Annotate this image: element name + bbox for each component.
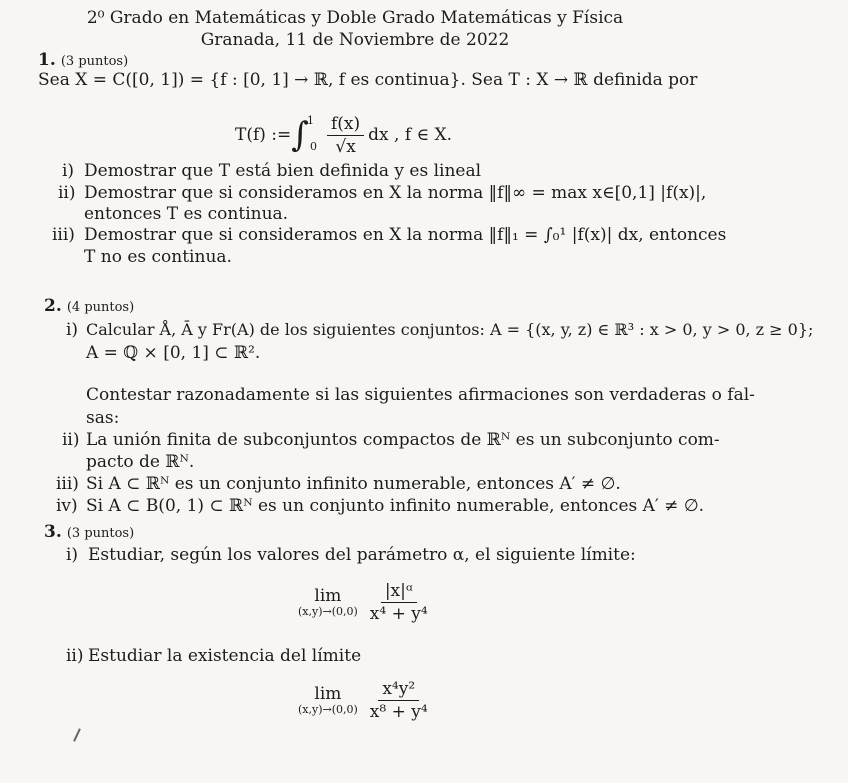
q2-item-text: Calcular Å, Ā y Fr(A) de los siguientes conjuntos: A = {(x, y, z) ∈ ℝ³ : x > 0, y > 0, z ≥ 0}; (86, 320, 814, 339)
q2-item-label: iii) (56, 474, 79, 494)
q2-item-text: La unión finita de subconjuntos compactos de ℝᴺ es un subconjunto com- (86, 430, 720, 450)
q3-item-text: Estudiar la existencia del límite (88, 646, 362, 666)
q1-statement: Sea X = C([0, 1]) = {f : [0, 1] → ℝ, f es continua}. Sea T : X → ℝ definida por (38, 70, 698, 90)
q3-points: (3 puntos) (66, 526, 135, 541)
limit-1-fraction (366, 581, 432, 624)
q2-item-label: i) (66, 320, 79, 340)
q1-number: 1. (38, 50, 56, 70)
q1-item-continuation: T no es continua. (84, 247, 232, 267)
limit-word: lim (314, 586, 342, 606)
limit-2-denominator: x⁸ + y⁴ (369, 701, 428, 722)
q1-fraction (327, 114, 364, 157)
header-line-1: 2⁰ Grado en Matemáticas y Doble Grado Matemáticas y Física (86, 8, 624, 28)
q1-fraction-numerator: f(x) (327, 114, 364, 136)
q1-item-label: i) (62, 161, 75, 181)
q3-item-text: Estudiar, según los valores del parámetro α, el siguiente límite: (88, 545, 636, 565)
integral-upper-limit: 1 (307, 114, 314, 127)
q1-item-text: Demostrar que si consideramos en X la norma ‖f‖₁ = ∫₀¹ |f(x)| dx, entonces (84, 225, 727, 245)
q2-item-label: iv) (56, 496, 78, 516)
q2-item-text: Si A ⊂ ℝᴺ es un conjunto infinito numerable, entonces A′ ≠ ∅. (86, 474, 621, 494)
pen-mark (73, 728, 81, 742)
limit-approach: (x,y)→(0,0) (298, 703, 358, 716)
q1-item-label: ii) (58, 183, 76, 203)
limit-2-fraction (366, 679, 432, 722)
header-line-2: Granada, 11 de Noviembre de 2022 (200, 30, 510, 50)
integral-sign: ∫ (291, 115, 309, 155)
q2-points: (4 puntos) (66, 300, 135, 315)
q3-limit-1 (298, 572, 436, 632)
q2-item-continuation: A = ℚ × [0, 1] ⊂ ℝ². (86, 343, 261, 363)
q1-formula (235, 105, 452, 165)
q1-item-text: Demostrar que T está bien definida y es lineal (84, 161, 482, 181)
q2-number: 2. (44, 296, 62, 316)
q3-item-label: ii) (66, 646, 84, 666)
q3-item-label: i) (66, 545, 79, 565)
q1-item-continuation: entonces T es continua. (84, 204, 289, 224)
q3-heading (44, 522, 134, 542)
q2-instruction-continuation: sas: (86, 408, 120, 428)
q2-heading (44, 296, 134, 316)
q2-item-continuation: pacto de ℝᴺ. (86, 452, 195, 472)
q1-heading (38, 50, 128, 70)
q2-item-text: Si A ⊂ B(0, 1) ⊂ ℝᴺ es un conjunto infinito numerable, entonces A′ ≠ ∅. (86, 496, 705, 516)
limit-operator (298, 684, 358, 716)
limit-2-numerator: x⁴y² (378, 679, 419, 701)
limit-1-denominator: x⁴ + y⁴ (369, 603, 428, 624)
q2-item-label: ii) (62, 430, 80, 450)
limit-word: lim (314, 684, 342, 704)
q1-points: (3 puntos) (60, 54, 129, 69)
limit-approach: (x,y)→(0,0) (298, 605, 358, 618)
q1-item-text: Demostrar que si consideramos en X la norma ‖f‖∞ = max x∈[0,1] |f(x)|, (84, 183, 707, 203)
q1-formula-lhs: T(f) := (235, 125, 292, 145)
q1-formula-rhs: dx , f ∈ X. (368, 125, 453, 145)
q2-instruction: Contestar razonadamente si las siguientes afirmaciones son verdaderas o fal- (86, 385, 755, 405)
q1-fraction-denominator: √x (335, 136, 356, 157)
integral-lower-limit: 0 (310, 140, 317, 153)
q1-item-label: iii) (52, 225, 75, 245)
q3-number: 3. (44, 522, 62, 542)
q3-limit-2 (298, 670, 436, 730)
limit-operator (298, 586, 358, 618)
limit-1-numerator: |x|ᵅ (381, 581, 417, 603)
